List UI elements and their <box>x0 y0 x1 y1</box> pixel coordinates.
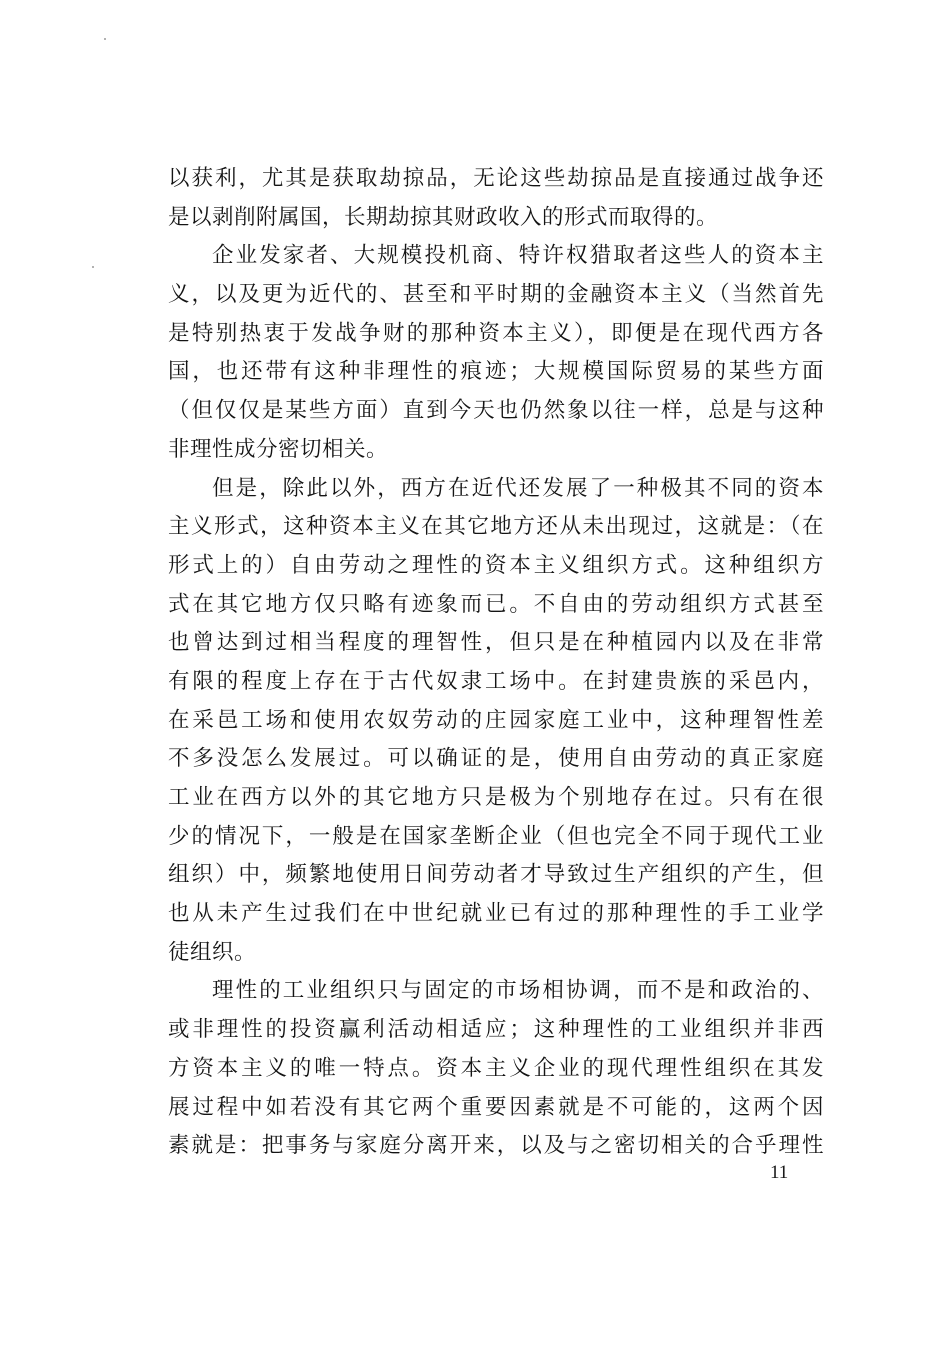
text-line: 有限的程度上存在于古代奴隶工场中。在封建贵族的采邑内， <box>168 668 824 694</box>
text-line: 式在其它地方仅只略有迹象而已。不自由的劳动组织方式甚至 <box>168 591 824 617</box>
text-line: 不多没怎么发展过。可以确证的是，使用自由劳动的真正家庭 <box>168 746 824 772</box>
text-line: 非理性成分密切相关。 <box>168 436 389 462</box>
text-line: 是特别热衷于发战争财的那种资本主义），即便是在现代西方各 <box>168 320 824 346</box>
text-line: 也曾达到过相当程度的理智性，但只是在种植园内以及在非常 <box>168 630 824 656</box>
text-line: 是以剥削附属国，长期劫掠其财政收入的形式而取得的。 <box>168 204 719 230</box>
text-line: 主义形式，这种资本主义在其它地方还从未出现过，这就是：（在 <box>168 514 824 540</box>
text-line: 以获利，尤其是获取劫掠品，无论这些劫掠品是直接通过战争还 <box>168 166 824 191</box>
text-line: 但是，除此以外，西方在近代还发展了一种极其不同的资本 <box>212 475 824 501</box>
text-line: 组织）中，频繁地使用日间劳动者才导致过生产组织的产生，但 <box>168 862 824 888</box>
text-line: 素就是：把事务与家庭分离开来，以及与之密切相关的合乎理性 <box>168 1133 824 1159</box>
text-line: 少的情况下，一般是在国家垄断企业（但也完全不同于现代工业 <box>168 823 824 849</box>
text-line: 国，也还带有这种非理性的痕迹；大规模国际贸易的某些方面 <box>168 359 824 385</box>
text-line: 或非理性的投资赢利活动相适应；这种理性的工业组织并非西 <box>168 1017 824 1043</box>
page-number: 11 <box>770 1162 789 1183</box>
text-line: 在采邑工场和使用农奴劳动的庄园家庭工业中，这种理智性差 <box>168 707 824 733</box>
text-line: 方资本主义的唯一特点。资本主义企业的现代理性组织在其发 <box>168 1055 824 1081</box>
text-line: 也从未产生过我们在中世纪就业已有过的那种理性的手工业学 <box>168 901 824 927</box>
scan-speck <box>92 266 94 268</box>
body-text <box>168 160 824 1166</box>
text-line: 企业发家者、大规模投机商、特许权猎取者这些人的资本主 <box>212 243 824 269</box>
text-line: 展过程中如若没有其它两个重要因素就是不可能的，这两个因 <box>168 1094 824 1120</box>
text-line: 义，以及更为近代的、甚至和平时期的金融资本主义（当然首先 <box>168 282 824 308</box>
paragraph <box>168 237 824 469</box>
paragraph <box>168 972 824 1165</box>
text-line: 工业在西方以外的其它地方只是极为个别地存在过。只有在很 <box>168 785 824 810</box>
scan-speck <box>104 38 106 40</box>
text-line: （但仅仅是某些方面）直到今天也仍然象以往一样，总是与这种 <box>168 398 824 424</box>
text-line: 理性的工业组织只与固定的市场相协调，而不是和政治的、 <box>212 978 824 1004</box>
text-line: 徒组织。 <box>168 939 257 965</box>
text-line: 形式上的）自由劳动之理性的资本主义组织方式。这种组织方 <box>168 552 824 578</box>
paragraph <box>168 160 824 237</box>
paragraph <box>168 470 824 973</box>
